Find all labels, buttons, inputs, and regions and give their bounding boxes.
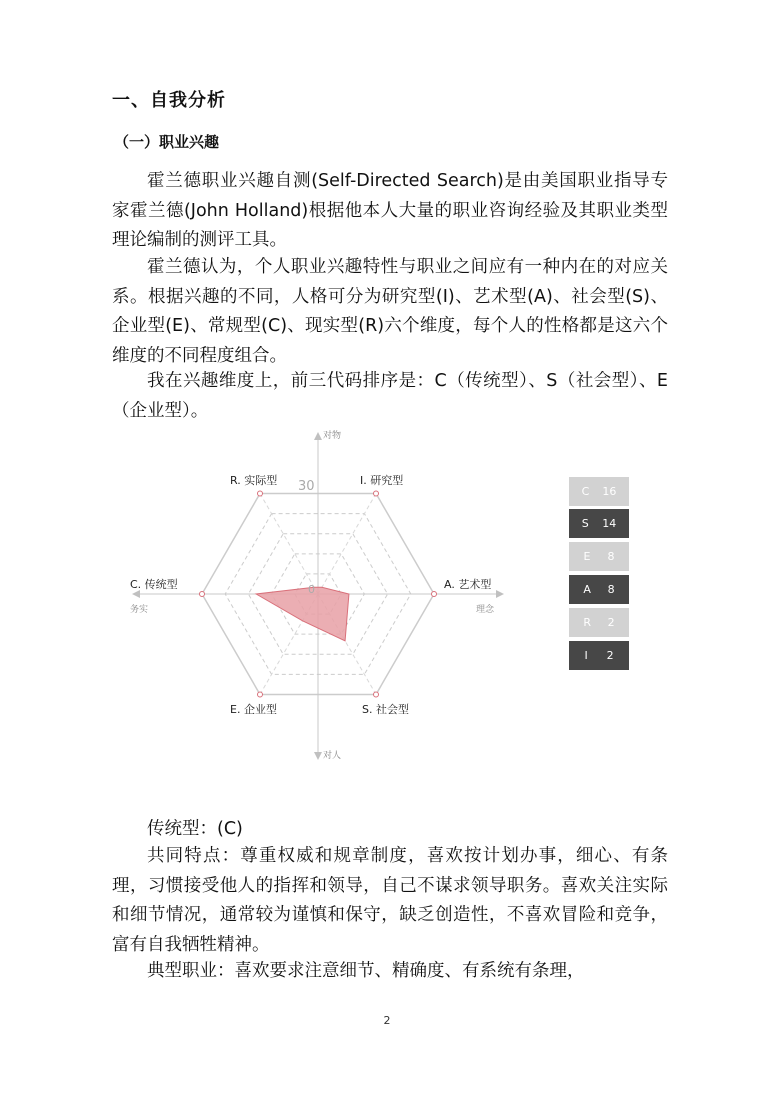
axis-label-c: C. 传统型 [130, 578, 178, 591]
subsection-title: （一）职业兴趣 [114, 133, 220, 151]
paragraph-theory: 霍兰德认为，个人职业兴趣特性与职业之间应有一种内在的对应关系。根据兴趣的不同，人格可分为研究型(I)、艺术型(A)、社会型(S)、企业型(E)、常规型(C)、现实型(R)六个维度，每个人的性格都是这六个维度的不同程度组合。 [112, 257, 668, 366]
code-row-r [569, 608, 629, 637]
code-letter: A [583, 583, 591, 596]
tick-label-max: 30 [298, 479, 315, 494]
code-letter: I [584, 649, 588, 662]
axis-label-a: A. 艺术型 [444, 578, 492, 591]
code-score: 14 [602, 517, 617, 530]
grid-spoke [318, 494, 376, 594]
axis-arrow-right [496, 590, 504, 598]
quadrant-label-left: 务实 [130, 605, 149, 615]
page-number: 2 [383, 1014, 391, 1027]
paragraph-intro: 霍兰德职业兴趣自测(Self-Directed Search)是由美国职业指导专家霍兰德(John Holland)根据他本人大量的职业咨询经验及其职业类型理论编制的测评工具。 [112, 171, 668, 250]
paragraph-traits: 共同特点：尊重权威和规章制度，喜欢按计划办事，细心、有条理，习惯接受他人的指挥和领导，自己不谋求领导职务。喜欢关注实际和细节情况，通常较为谨慎和保守，缺乏创造性，不喜欢冒险和竞争，富有自我牺牲精神。 [112, 846, 668, 955]
code-score: 2 [606, 649, 614, 662]
grid-spoke [260, 494, 318, 594]
paragraph-typical-jobs: 典型职业：喜欢要求注意细节、精确度、有系统有条理， [147, 961, 585, 981]
data-polygon [256, 587, 349, 641]
quadrant-label-right: 理念 [476, 605, 495, 615]
axis-label-e: E. 企业型 [230, 703, 277, 716]
axis-arrow-up [314, 432, 322, 440]
code-letter: C [581, 485, 590, 498]
section-title: 一、自我分析 [112, 90, 226, 111]
vertex-marker [258, 491, 263, 496]
code-row-s [569, 509, 629, 538]
code-row-a [569, 575, 629, 604]
code-row-e [569, 542, 629, 571]
code-letter: R [583, 616, 591, 629]
code-row-c [569, 477, 629, 506]
axis-arrow-down [314, 752, 322, 760]
code-letter: S [581, 517, 589, 530]
quadrant-label-top: 对物 [323, 431, 342, 441]
code-score: 8 [607, 583, 615, 596]
vertex-marker [258, 692, 263, 697]
paragraph-result: 我在兴趣维度上，前三代码排序是：C（传统型）、S（社会型）、E（企业型）。 [112, 371, 668, 421]
vertex-marker [432, 592, 437, 597]
vertex-marker [374, 692, 379, 697]
tick-label-zero: 0 [308, 583, 315, 596]
axis-label-i: I. 研究型 [360, 474, 404, 487]
code-letter: E [583, 550, 591, 563]
vertex-marker [200, 592, 205, 597]
vertex-marker [374, 491, 379, 496]
axis-label-r: R. 实际型 [230, 474, 278, 487]
code-score: 16 [602, 485, 617, 498]
code-score: 2 [607, 616, 615, 629]
radar-chart [118, 424, 538, 774]
axis-arrow-left [132, 590, 140, 598]
quadrant-label-bottom: 对人 [323, 751, 342, 761]
code-score: 8 [607, 550, 615, 563]
axis-label-s: S. 社会型 [362, 703, 409, 716]
code-row-i [569, 641, 629, 670]
paragraph-type-heading: 传统型：(C) [147, 819, 243, 839]
